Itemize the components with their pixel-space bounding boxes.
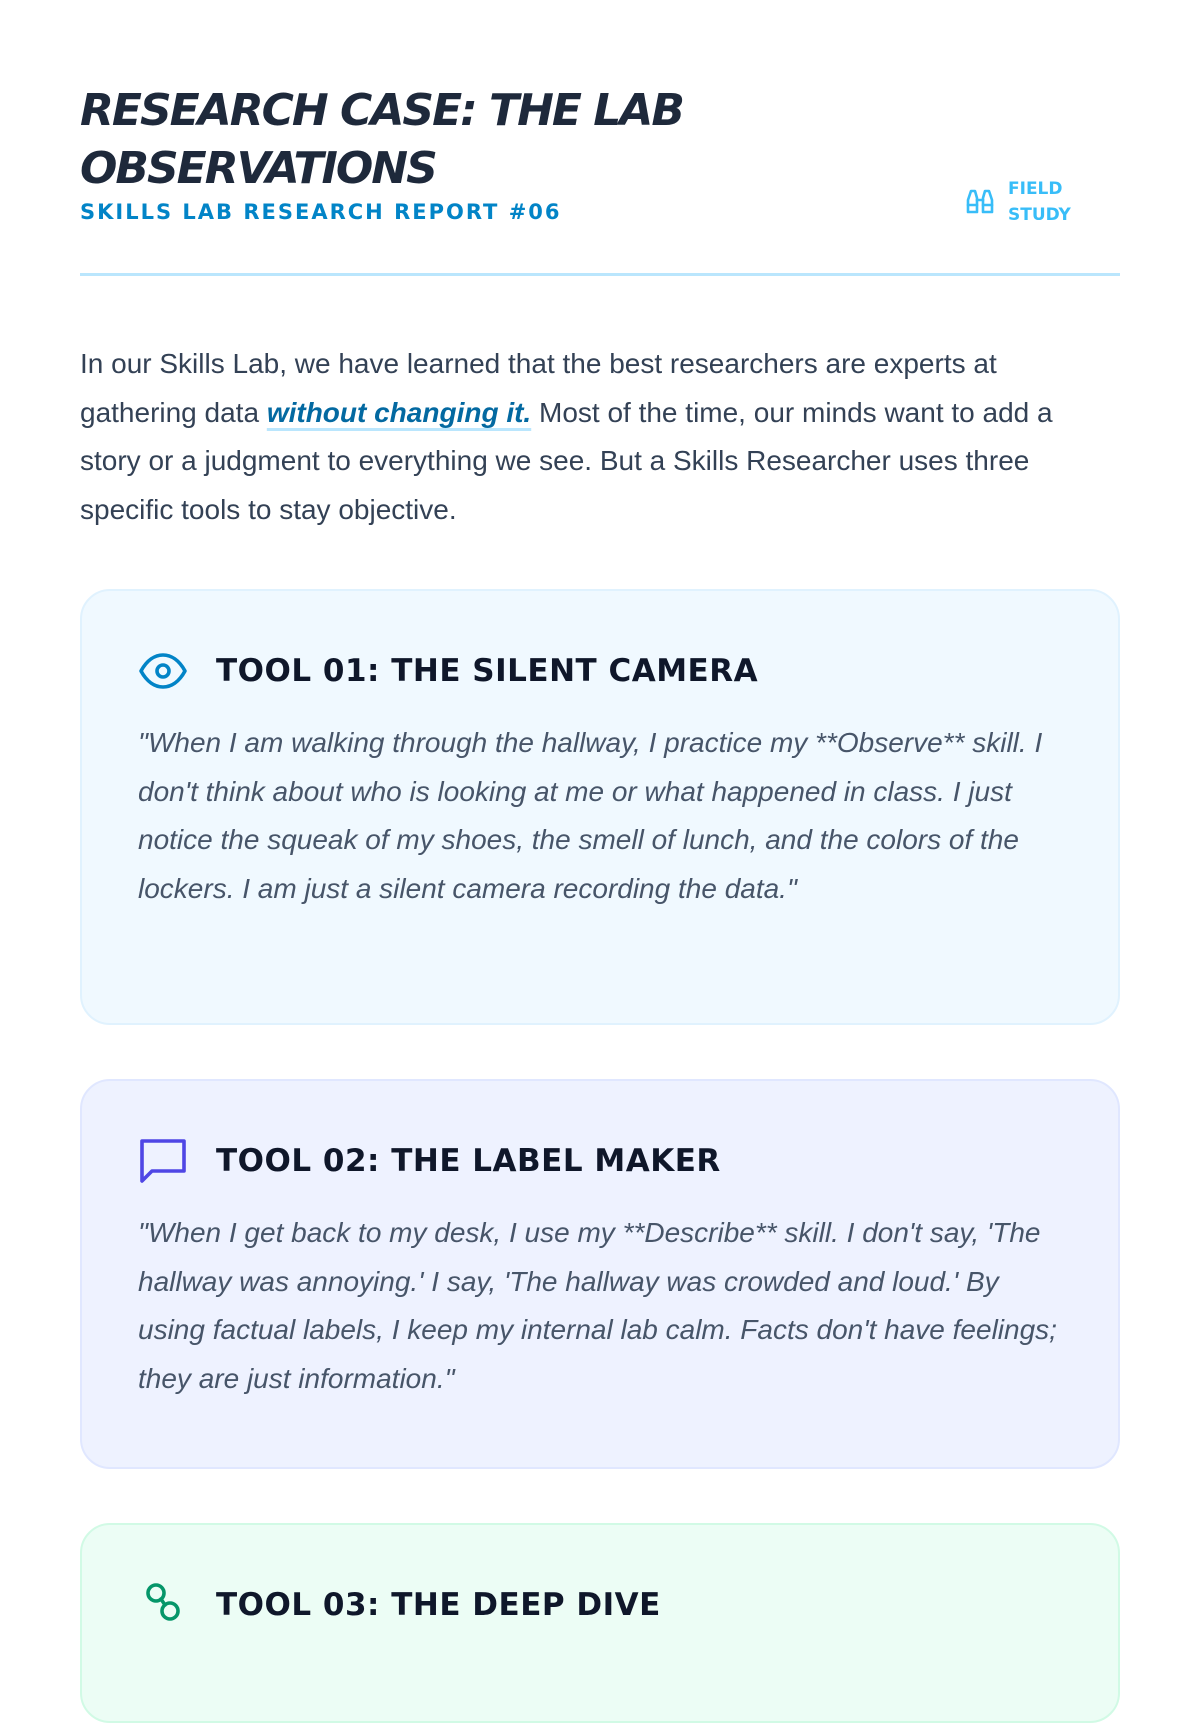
intro-text-end: Most of the time, our minds want to add a story or a judgment to everything we see. But a Skills Researcher uses three specific tools to stay objective. (80, 396, 1053, 525)
tool-card-header (138, 1137, 1062, 1185)
tool-card-label-maker (80, 1079, 1120, 1469)
badge-label: FIELD STUDY (1008, 179, 1071, 225)
eye-icon (138, 652, 188, 690)
intro-text-start: In our Skills Lab, we have learned that the best researchers are experts at gathering data (80, 348, 997, 428)
page-title: RESEARCH CASE: THE LAB OBSERVATIONS (80, 85, 683, 194)
intro-paragraph (80, 340, 1120, 534)
tool-card-deep-dive (80, 1523, 1120, 1723)
tool-card-header (138, 1581, 1062, 1629)
link-icon (138, 1581, 188, 1629)
report-subtitle: SKILLS LAB RESEARCH REPORT #06 (80, 200, 562, 224)
tool-title: TOOL 03: THE DEEP DIVE (216, 1587, 661, 1623)
tool-quote: "When I get back to my desk, I use my **Describe** skill. I don't say, 'The hallway was annoying.' I say, 'The hallway was crowded and loud.' By using factual labels, I keep my internal lab calm. Facts don't have feelings; they are just information." (138, 1217, 1057, 1394)
binoculars-icon (964, 186, 996, 218)
tool-card-silent-camera (80, 589, 1120, 1025)
tool-quote: "When I am walking through the hallway, I practice my **Observe** skill. I don't think about who is looking at me or what happened in class. I just notice the squeak of my shoes, the smell of lunch, and the colors of the lockers. I am just a silent camera recording the data." (138, 727, 1043, 904)
tool-title: TOOL 02: THE LABEL MAKER (216, 1143, 721, 1179)
speech-bubble-icon (138, 1137, 188, 1185)
field-study-badge (964, 176, 1084, 228)
intro-emphasis: without changing it. (266, 396, 532, 428)
tool-title: TOOL 01: THE SILENT CAMERA (216, 653, 759, 689)
report-header (80, 80, 1120, 276)
tool-card-header (138, 647, 1062, 695)
